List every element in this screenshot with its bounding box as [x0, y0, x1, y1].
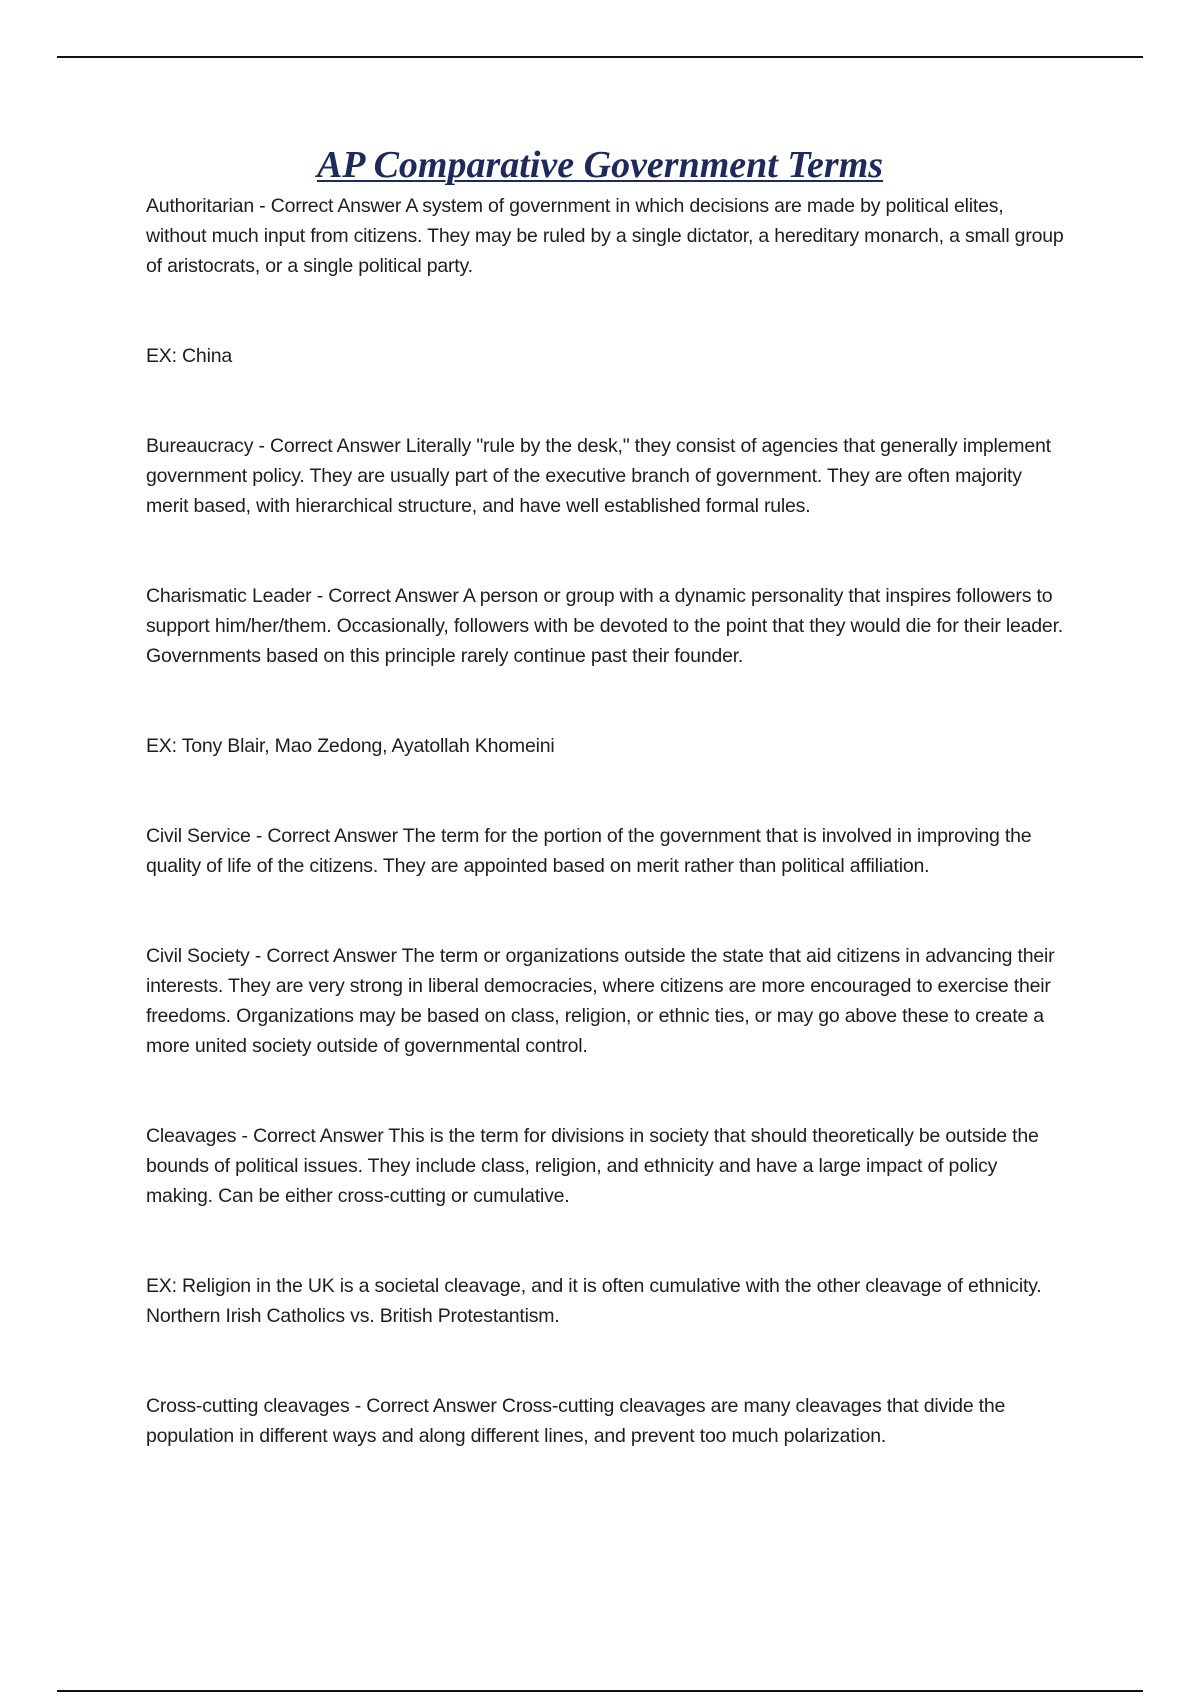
term-authoritarian: Authoritarian - Correct Answer A system of government in which decisions are made by political elites, without much input from citizens. They may be ruled by a single dictator, a hereditary monarch, a small group of aristocrats, or a single political party. — [146, 195, 1064, 277]
page-title: AP Comparative Government Terms — [316, 144, 884, 186]
document-body — [146, 191, 1066, 1451]
example-cleavages: EX: Religion in the UK is a societal cleavage, and it is often cumulative with the other cleavage of ethnicity. Northern Irish Catholics vs. British Protestantism. — [146, 1275, 1042, 1327]
footer-rule — [57, 1690, 1143, 1692]
term-cleavages: Cleavages - Correct Answer This is the term for divisions in society that should theoretically be outside the bounds of political issues. They include class, religion, and ethnicity and have a large impact of policy making. Can be either cross-cutting or cumulative. — [146, 1125, 1039, 1207]
header-rule — [57, 56, 1143, 58]
term-bureaucracy: Bureaucracy - Correct Answer Literally "rule by the desk," they consist of agencies that generally implement government policy. They are usually part of the executive branch of government. They are often majority merit based, with hierarchical structure, and have well established formal rules. — [146, 435, 1051, 517]
term-cross-cutting-cleavages: Cross-cutting cleavages - Correct Answer Cross-cutting cleavages are many cleavages that divide the population in different ways and along different lines, and prevent too much polarization. — [146, 1395, 1006, 1447]
term-civil-society: Civil Society - Correct Answer The term or organizations outside the state that aid citizens in advancing their interests. They are very strong in liberal democracies, where citizens are more encouraged to exercise their freedoms. Organizations may be based on class, religion, or ethnic ties, or may go above these to create a more united society outside of governmental control. — [146, 945, 1055, 1057]
term-charismatic-leader: Charismatic Leader - Correct Answer A person or group with a dynamic personality that inspires followers to support him/her/them. Occasionally, followers with be devoted to the point that they would die for their leader. Governments based on this principle rarely continue past their founder. — [146, 585, 1063, 667]
example-authoritarian: EX: China — [146, 345, 232, 367]
example-charismatic-leader: EX: Tony Blair, Mao Zedong, Ayatollah Khomeini — [146, 735, 555, 757]
term-civil-service: Civil Service - Correct Answer The term for the portion of the government that is involved in improving the quality of life of the citizens. They are appointed based on merit rather than political affiliation. — [146, 825, 1032, 877]
